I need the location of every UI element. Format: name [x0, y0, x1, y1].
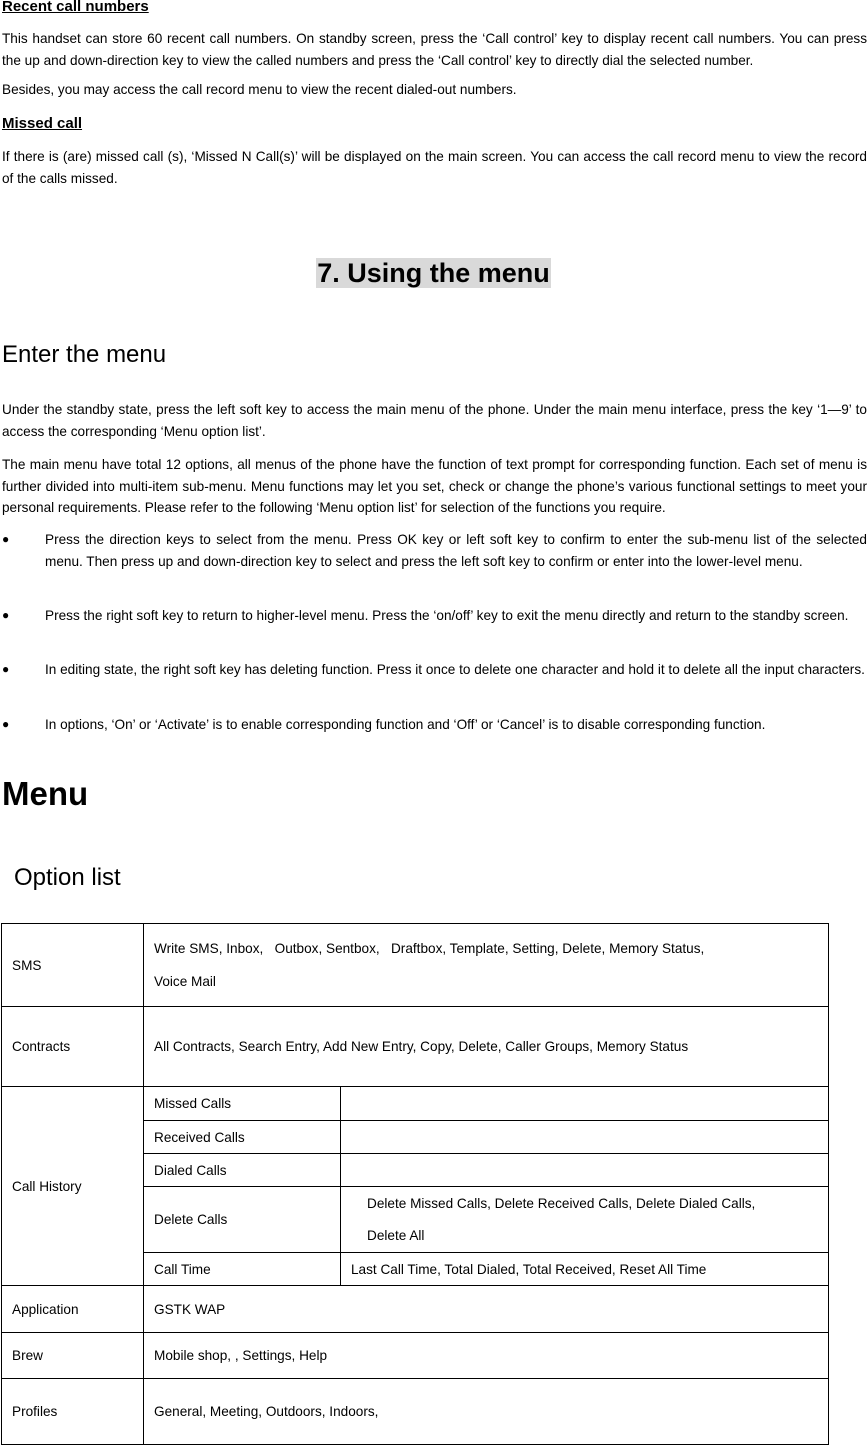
bullet-text: In editing state, the right soft key has deleting function. Press it once to delete one character and hold it to delete all the input characters.	[45, 662, 865, 677]
bullet-text: Press the right soft key to return to higher-level menu. Press the ‘on/off’ key to exit the menu directly and return to the standby screen.	[45, 608, 849, 623]
missed-call-heading: Missed call	[2, 115, 83, 132]
bullet-icon: ●	[2, 662, 10, 676]
option-list-table	[1, 923, 829, 1445]
option-value-application: GSTK WAP	[144, 1286, 829, 1333]
table-row	[2, 1007, 829, 1087]
option-value-profiles: General, Meeting, Outdoors, Indoors,	[144, 1379, 829, 1445]
option-label-profiles: Profiles	[2, 1379, 144, 1445]
recent-calls-heading: Recent call numbers	[2, 0, 149, 15]
enter-menu-paragraph-2: The main menu have total 12 options, all menus of the phone have the function of text prompt for corresponding function. Each set of menu is further divided into multi-item sub-menu. Menu functions may let you set, check or change the phone’s various functional settings to meet your personal requirements. Please refer to the following ‘Menu option list’ for selection of the functions you require.	[2, 457, 867, 515]
option-list-heading: Option list	[14, 864, 121, 891]
call-history-missed: Missed Calls	[144, 1087, 341, 1121]
missed-call-paragraph: If there is (are) missed call (s), ‘Missed N Call(s)’ will be displayed on the main screen. You can access the call record menu to view the record of the calls missed.	[2, 149, 867, 186]
table-row	[2, 924, 829, 1007]
call-history-missed-value	[341, 1087, 829, 1121]
delete-line-2: Delete All	[367, 1227, 425, 1243]
sms-line-2: Voice Mail	[154, 974, 216, 989]
bullet-text: In options, ‘On’ or ‘Activate’ is to enable corresponding function and ‘Off’ or ‘Cancel’ is to disable corresponding function.	[45, 717, 766, 732]
sms-line-1: Write SMS, Inbox, Outbox, Sentbox, Draftbox, Template, Setting, Delete, Memory Status,	[154, 941, 705, 956]
call-history-call-time: Call Time	[144, 1253, 341, 1286]
table-row	[2, 1379, 829, 1445]
bullet-text: Press the direction keys to select from the menu. Press OK key or left soft key to confirm to enter the sub-menu list of the selected menu. Then press up and down-direction key to select and press the left soft key to confirm or enter into the lower-level menu.	[45, 532, 867, 569]
table-row	[2, 1087, 829, 1121]
bullet-item	[0, 529, 867, 572]
option-value-contracts: All Contracts, Search Entry, Add New Entry, Copy, Delete, Caller Groups, Memory Status	[144, 1007, 829, 1087]
option-label-call-history: Call History	[2, 1087, 144, 1286]
call-history-call-time-value: Last Call Time, Total Dialed, Total Received, Reset All Time	[341, 1253, 829, 1286]
option-label-contracts: Contracts	[2, 1007, 144, 1087]
bullet-item	[0, 714, 867, 736]
option-value-sms	[144, 924, 829, 1007]
enter-menu-heading: Enter the menu	[2, 341, 167, 368]
table-row	[2, 1286, 829, 1333]
enter-menu-paragraph: Under the standby state, press the left soft key to access the main menu of the phone. Under the main menu interface, press the key ‘1—9’ to access the corresponding ‘Menu option list’.	[2, 402, 867, 439]
call-history-dialed-value	[341, 1154, 829, 1187]
bullet-item	[0, 659, 867, 681]
chapter-title-text: 7. Using the menu	[317, 258, 550, 288]
bullet-icon: ●	[2, 608, 10, 622]
call-history-received: Received Calls	[144, 1121, 341, 1154]
call-history-dialed: Dialed Calls	[144, 1154, 341, 1187]
call-history-delete: Delete Calls	[144, 1187, 341, 1253]
call-history-received-value	[341, 1121, 829, 1154]
table-row	[2, 1333, 829, 1379]
option-label-sms: SMS	[2, 924, 144, 1007]
menu-heading: Menu	[2, 775, 89, 812]
option-label-brew: Brew	[2, 1333, 144, 1379]
option-label-application: Application	[2, 1286, 144, 1333]
bullet-icon: ●	[2, 532, 10, 546]
recent-calls-paragraph: This handset can store 60 recent call numbers. On standby screen, press the ‘Call control’ key to display recent call numbers. You can press the up and down-direction key to view the called numbers and press the ‘Call control’ key to directly dial the selected number.	[2, 31, 867, 68]
bullet-item	[0, 605, 867, 627]
call-history-delete-value	[341, 1187, 829, 1253]
recent-calls-paragraph-2: Besides, you may access the call record menu to view the recent dialed-out numbers.	[2, 82, 517, 97]
delete-line-1: Delete Missed Calls, Delete Received Calls, Delete Dialed Calls,	[367, 1195, 756, 1211]
bullet-icon: ●	[2, 717, 10, 731]
option-value-brew: Mobile shop, , Settings, Help	[144, 1333, 829, 1379]
chapter-title	[0, 253, 867, 290]
